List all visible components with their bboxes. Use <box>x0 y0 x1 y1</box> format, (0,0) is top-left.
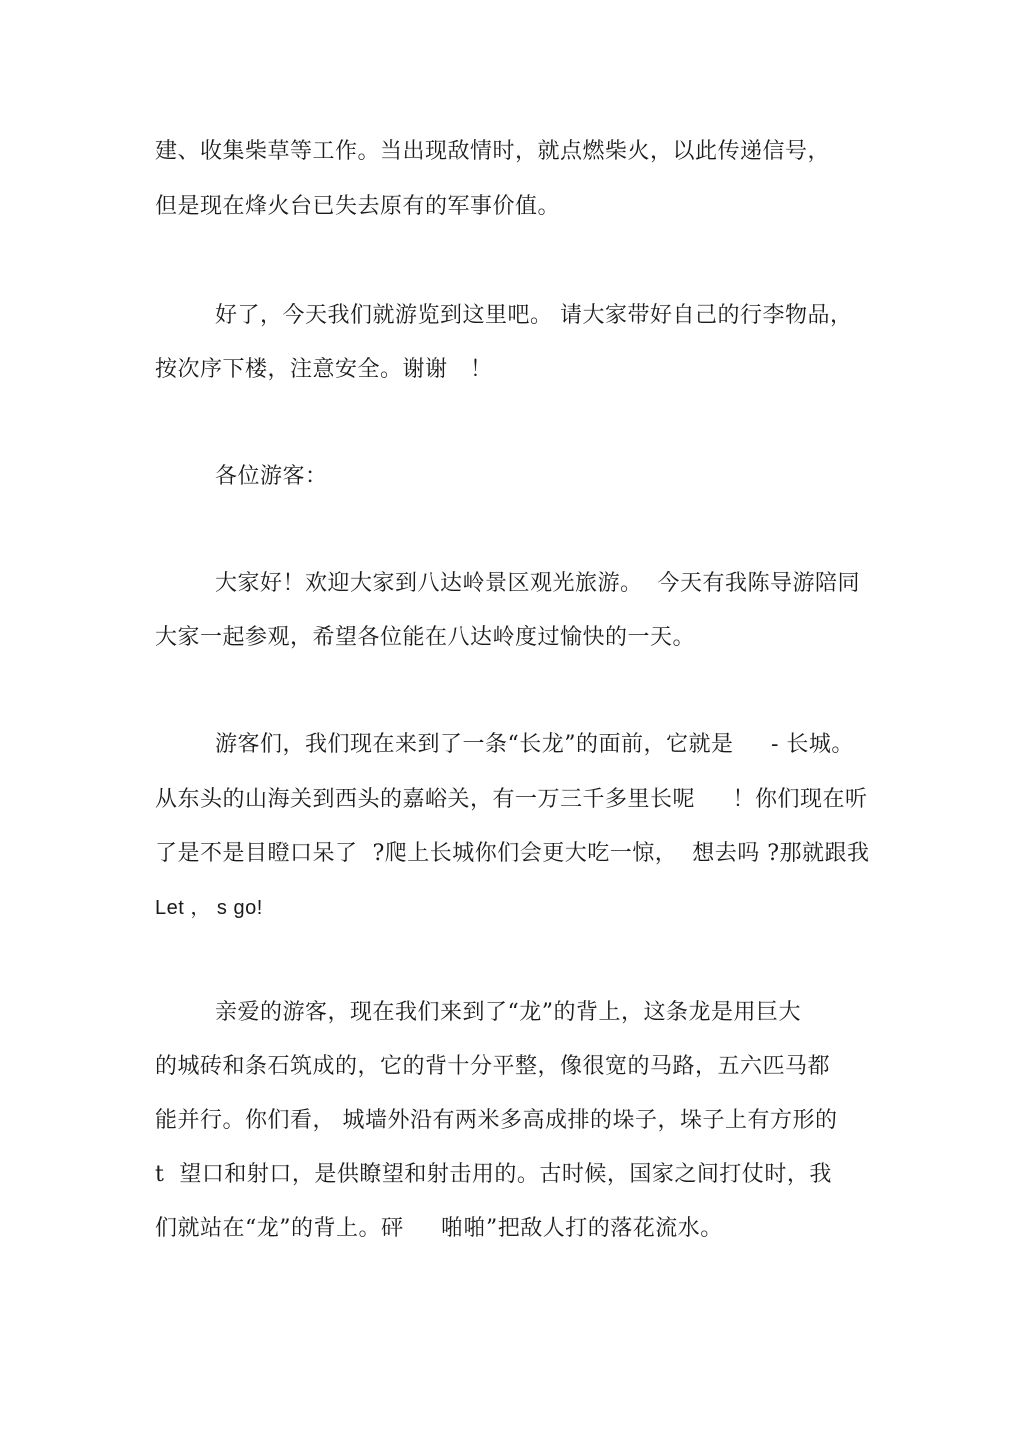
text-line: 了是不是目瞪口呆了 ?爬上长城你们会更大吃一惊， 想去吗 ?那就跟我 <box>155 841 870 866</box>
text-line: 按次序下楼，注意安全。谢谢 ！ <box>155 357 493 382</box>
text-line: 好了，今天我们就游览到这里吧。 请大家带好自己的行李物品， <box>215 303 853 328</box>
text-line: 但是现在烽火台已失去原有的军事价值。 <box>155 194 561 219</box>
text-line: 建、收集柴草等工作。当出现敌情时，就点燃柴火，以此传递信号， <box>155 139 831 164</box>
text-line: 们就站在“龙”的背上。砰 啪啪”把敌人打的落花流水。 <box>155 1216 723 1241</box>
text-line: 各位游客： <box>215 464 328 489</box>
text-line: Let ， s go! <box>155 897 263 919</box>
text-line: 大家好！欢迎大家到八达岭景区观光旅游。 今天有我陈导游陪同 <box>215 571 860 596</box>
text-line: 从东头的山海关到西头的嘉峪关，有一万三千多里长呢 ！你们现在听 <box>155 787 868 812</box>
text-line: 的城砖和条石筑成的，它的背十分平整，像很宽的马路，五六匹马都 <box>155 1054 831 1079</box>
text-line: 大家一起参观，希望各位能在八达岭度过愉快的一天。 <box>155 625 696 650</box>
text-line: 能并行。你们看， 城墙外沿有两米多高成排的垛子，垛子上有方形的 <box>155 1108 838 1133</box>
text-line: 游客们，我们现在来到了一条“长龙”的面前，它就是 - 长城。 <box>215 732 854 757</box>
text-line: t 望口和射口，是供瞭望和射击用的。古时候，国家之间打仗时，我 <box>155 1162 832 1187</box>
text-line: 亲爱的游客，现在我们来到了“龙”的背上，这条龙是用巨大 <box>215 1000 801 1025</box>
